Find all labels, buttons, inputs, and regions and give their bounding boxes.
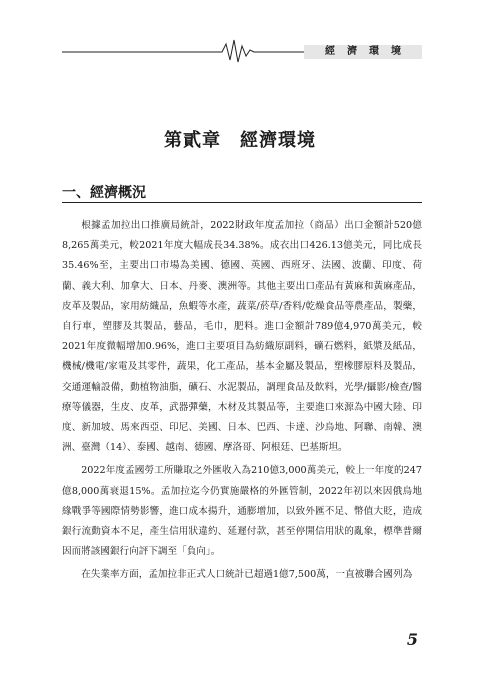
paragraph-unemployment: 在失業率方面，孟加拉非正式人口統計已超過1億7,500萬，一直被聯合國列為: [81, 569, 413, 581]
paragraph-trade: 根據孟加拉出口推廣局統計，2022財政年度孟加拉（商品）出口金額計520億8,265萬美元，較2021年度大幅成長34.38%。成衣出口426.13億美元，同比成長35.46%至，主要出口市場為美國、德國、英國、西班牙、法國、波蘭、印度、荷蘭、義大利、加拿大、日本、丹麥、澳洲等。其他主要出口產品有黃麻和黃麻產品，皮革及製品，家用紡織品，魚蝦等水產，蔬菜/菸草/香料/乾燥食品等農產品，製藥，自行車，塑膠及其製品，藝品，毛巾，肥料。進口金額計789億4,970萬美元，較2021年度微幅增加0.96%，進口主要項目為紡織原副料，礦石燃料，紙漿及紙品，機械/機電/家電及其零件，蔬果，化工產品，基本金屬及製品，塑橡膠原料及製品，交通運輸設備，動植物油脂，礦石、水泥製品，調理食品及飲料，光學/攝影/檢查/醫療等儀器，生皮、皮革，武器彈藥，木材及其製品等，主要進口來源為中國大陸、印度、新加坡、馬來西亞、印尼、美國、日本、巴西、卡達、沙烏地、阿聯、南韓、澳洲、臺灣（14）、泰國、越南、德國、摩洛哥、阿根廷、巴基斯坦。: [62, 220, 422, 454]
page-number: 5: [406, 630, 418, 649]
running-header: [62, 36, 422, 66]
section-heading: 一、經濟概況: [62, 185, 146, 201]
chapter-title: 第貳章 經濟環境: [164, 130, 316, 151]
running-title: 經濟環境: [304, 45, 422, 59]
body-text: [62, 216, 422, 589]
paragraph-remittance: 2022年度孟國勞工所賺取之外匯收入為210億3,000萬美元，較上一年度的247億8,000萬衰退15%。孟加拉迄今仍實施嚴格的外匯管制，2022年初以來因俄烏地緣戰爭等國際情勢影響，進口成本揚升，通膨增加，以致外匯不足、幣值大貶，造成銀行流動資本不足，產生信用狀違約、延遲付款，甚至停開信用狀的亂象，標準普爾因而將該國銀行向評下調至「負向」。: [62, 465, 422, 558]
section-divider: [62, 202, 422, 203]
